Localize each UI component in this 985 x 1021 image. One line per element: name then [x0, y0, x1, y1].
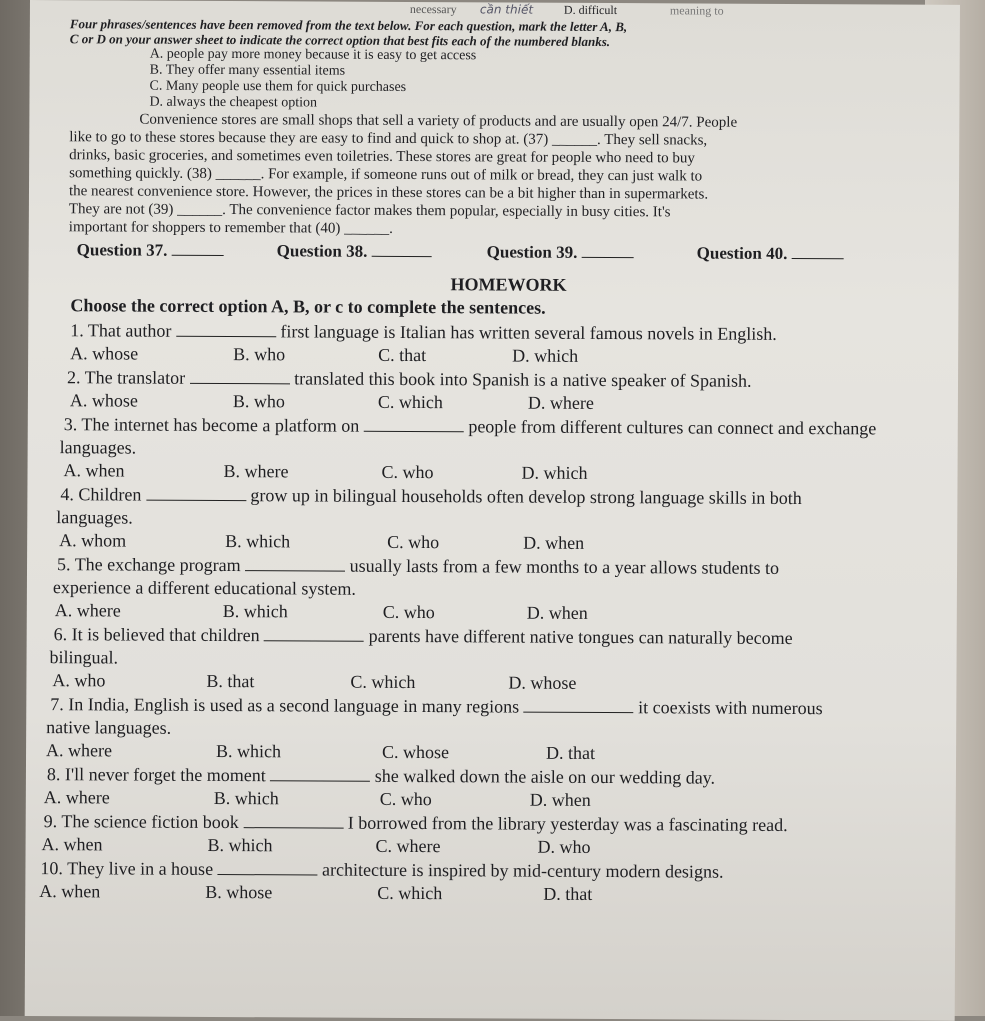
- answer-blank[interactable]: [270, 766, 370, 782]
- passage-option: B. They offer many essential items: [149, 62, 346, 79]
- answer-40: [697, 243, 844, 264]
- option-d[interactable]: D. where: [527, 392, 594, 413]
- answer-blank[interactable]: [190, 369, 290, 385]
- question-stem: 6. It is believed that children: [53, 624, 260, 646]
- question-stem: 5. The exchange program: [56, 554, 241, 576]
- option-c[interactable]: C. which: [377, 882, 443, 904]
- question-rest: grow up in bilingual households often develop strong language skills in both: [250, 485, 802, 509]
- option-b[interactable]: B. that: [206, 670, 255, 692]
- instruction-line-1: Four phrases/sentences have been removed from the text below. For each question, mark the letter A, B,: [69, 16, 628, 35]
- question-1: [70, 320, 777, 345]
- option-a[interactable]: A. when: [39, 881, 101, 902]
- question-continuation: languages.: [59, 437, 137, 458]
- question-rest: translated this book into Spanish is a native speaker of Spanish.: [294, 368, 752, 391]
- question-7: [50, 694, 822, 719]
- answer-blank[interactable]: [364, 417, 464, 433]
- option-b[interactable]: B. who: [232, 391, 285, 412]
- question-rest: she walked down the aisle on our wedding day.: [374, 765, 716, 788]
- answer-blank[interactable]: [792, 244, 844, 259]
- option-d[interactable]: D. when: [523, 532, 585, 553]
- passage-line: something quickly. (38) ______. For example, if someone runs out of milk or bread, they can just walk to: [69, 165, 703, 185]
- passage-line: Convenience stores are small shops that sell a variety of products and are usually open 24/7. People: [139, 111, 738, 131]
- answer-37: [77, 240, 224, 261]
- passage-line: drinks, basic groceries, and sometimes even toiletries. These stores are great for people who need to buy: [69, 147, 696, 167]
- option-c[interactable]: C. who: [387, 531, 440, 553]
- question-stem: 1. That author: [70, 320, 172, 341]
- passage-options: [69, 46, 949, 115]
- option-a[interactable]: A. whose: [69, 390, 138, 411]
- option-a[interactable]: A. where: [54, 600, 121, 621]
- answer-blank[interactable]: [264, 626, 364, 642]
- option-a[interactable]: A. who: [52, 670, 106, 691]
- question-rest: people from different cultures can connect and exchange: [468, 416, 877, 439]
- option-a[interactable]: A. where: [43, 787, 110, 808]
- question-2: [67, 367, 752, 392]
- question-rest: usually lasts from a few months to a year allows students to: [349, 555, 780, 578]
- option-a[interactable]: A. where: [46, 740, 113, 761]
- fragment-necessary: necessary: [409, 1, 457, 17]
- question-stem: 3. The internet has become a platform on: [63, 414, 360, 436]
- question-9: [44, 811, 788, 836]
- option-b[interactable]: B. which: [222, 601, 288, 622]
- passage-option: D. always the cheapest option: [149, 94, 318, 111]
- option-c[interactable]: C. that: [378, 344, 427, 366]
- answer-blank[interactable]: [524, 698, 634, 714]
- option-d[interactable]: D. that: [546, 742, 596, 763]
- option-a[interactable]: A. whose: [70, 343, 139, 364]
- answer-label: Question 39.: [486, 242, 578, 262]
- question-stem: 2. The translator: [66, 367, 186, 388]
- homework-instruction: Choose the correct option A, B, or c to complete the sentences.: [70, 295, 546, 318]
- option-c[interactable]: C. which: [350, 671, 416, 693]
- option-b[interactable]: B. whose: [205, 881, 273, 903]
- question-stem: 9. The science fiction book: [43, 811, 239, 833]
- option-c[interactable]: C. where: [375, 835, 441, 857]
- option-c[interactable]: C. who: [381, 461, 434, 483]
- answer-39: [487, 242, 634, 263]
- question-stem: 7. In India, English is used as a second language in many regions: [50, 694, 520, 717]
- answer-38: [277, 241, 432, 262]
- answer-blank[interactable]: [218, 860, 318, 876]
- option-b[interactable]: B. which: [213, 787, 279, 809]
- question-rest: it coexists with numerous: [638, 697, 823, 719]
- answer-label: Question 40.: [696, 243, 788, 263]
- answer-blank[interactable]: [582, 243, 634, 258]
- question-continuation: native languages.: [46, 717, 172, 738]
- option-b[interactable]: B. who: [233, 344, 286, 365]
- reading-section: [69, 16, 950, 241]
- question-stem: 10. They live in a house: [40, 858, 214, 879]
- option-c[interactable]: C. which: [377, 391, 443, 413]
- answer-blank[interactable]: [172, 241, 224, 256]
- option-d[interactable]: D. which: [521, 462, 588, 483]
- option-c[interactable]: C. who: [379, 788, 432, 810]
- answer-row: [77, 240, 937, 267]
- option-d[interactable]: D. whose: [508, 672, 577, 693]
- question-5: [57, 554, 779, 579]
- option-b[interactable]: B. which: [207, 834, 273, 856]
- question-rest: first language is Italian has written several famous novels in English.: [280, 321, 777, 344]
- option-b[interactable]: B. which: [216, 740, 282, 762]
- question-8: [47, 764, 715, 788]
- option-d[interactable]: D. which: [512, 345, 579, 366]
- passage-line: important for shoppers to remember that (40) ______.: [68, 219, 393, 237]
- option-a[interactable]: A. whom: [59, 530, 127, 551]
- option-d[interactable]: D. who: [537, 836, 591, 857]
- question-stem: 8. I'll never forget the moment: [46, 764, 266, 786]
- question-stem: 4. Children: [60, 484, 142, 505]
- handwritten-note: cần thiết: [479, 2, 534, 17]
- answer-blank[interactable]: [372, 242, 432, 257]
- option-d[interactable]: D. when: [526, 602, 588, 623]
- question-4: [60, 484, 802, 509]
- answer-label: Question 37.: [76, 240, 168, 260]
- passage-option: C. Many people use them for quick purchases: [149, 78, 407, 95]
- answer-blank[interactable]: [245, 556, 345, 572]
- option-a[interactable]: A. when: [63, 460, 125, 481]
- option-b[interactable]: B. which: [225, 531, 291, 552]
- question-rest: architecture is inspired by mid-century modern designs.: [322, 859, 724, 882]
- option-c[interactable]: C. whose: [382, 741, 450, 763]
- answer-label: Question 38.: [276, 241, 368, 261]
- fragment-d-difficult: D. difficult: [563, 2, 618, 18]
- question-continuation: bilingual.: [49, 647, 119, 668]
- question-6: [54, 624, 793, 649]
- question-10: [40, 858, 723, 883]
- passage-line: the nearest convenience store. However, the prices in these stores can be a bit higher than in supermarkets.: [68, 183, 709, 203]
- question-rest: parents have different native tongues can naturally become: [368, 625, 793, 649]
- answer-blank[interactable]: [243, 813, 343, 829]
- passage: [69, 110, 950, 241]
- passage-line: They are not (39) ______. The convenience factor makes them popular, especially in busy cities. It's: [68, 201, 671, 221]
- passage-option: A. people pay more money because it is easy to get access: [149, 46, 477, 64]
- question-continuation: experience a different educational system.: [52, 577, 357, 599]
- question-3: [64, 414, 877, 439]
- answer-blank[interactable]: [146, 486, 246, 502]
- answer-blank[interactable]: [176, 322, 276, 338]
- instruction-line-2: C or D on your answer sheet to indicate the correct option that best fits each of the numbered blanks.: [69, 31, 611, 50]
- option-b[interactable]: B. where: [223, 461, 289, 482]
- option-a[interactable]: A. when: [41, 834, 103, 855]
- question-rest: I borrowed from the library yesterday was a fascinating read.: [347, 812, 788, 835]
- option-c[interactable]: C. who: [382, 601, 435, 623]
- option-d[interactable]: D. that: [543, 883, 593, 904]
- passage-line: like to go to these stores because they are easy to find and quick to shop at. (37) ______. They sell snacks,: [69, 129, 708, 149]
- homework-title: HOMEWORK: [450, 274, 567, 295]
- question-continuation: languages.: [56, 507, 133, 528]
- worksheet-paper: [25, 0, 960, 1021]
- option-d[interactable]: D. when: [529, 789, 591, 810]
- fragment-meaning: meaning to: [669, 3, 724, 18]
